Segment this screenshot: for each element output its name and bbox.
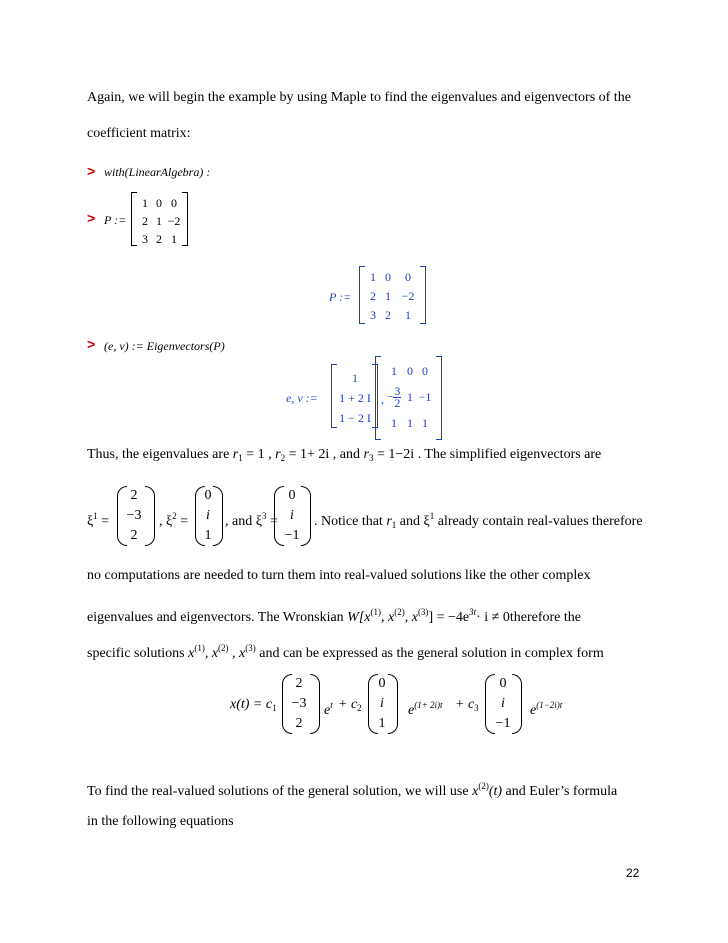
matrix-cell: 2 <box>156 232 162 246</box>
eigenvector-matrix <box>386 360 436 434</box>
r2-subscript: 2 <box>280 453 286 463</box>
eigen-prefix: Thus, the eigenvalues are <box>87 447 230 462</box>
matrix-cell: 0 <box>422 363 428 378</box>
matrix-bracket-right <box>420 266 426 324</box>
matrix-cell: 0 <box>385 270 391 284</box>
matrix-cell: −2 <box>167 214 181 228</box>
matrix-cell: 1 <box>171 232 177 246</box>
matrix-cell: 3 <box>370 308 376 322</box>
vector-cell: 1 − 2 I <box>339 411 371 425</box>
intro-line-1: Again, we will begin the example by using Maple to find the eigenvalues and eigenvectors of the <box>87 90 631 105</box>
general-c3: + $c_3$ <box>455 697 479 713</box>
r2-symbol: r <box>275 447 281 462</box>
r3-value: = 1−2i . <box>376 447 422 462</box>
paren-right <box>145 486 155 546</box>
eigen-suffix: The simplified eigenvectors are <box>424 447 602 462</box>
matrix-cell: 2 <box>142 214 148 228</box>
matrix-bracket-left <box>131 192 137 246</box>
xi1-vector: 2 −3 2 <box>126 488 142 543</box>
matrix-cell: 1 <box>407 415 413 430</box>
matrix-cell: 1 <box>142 196 148 210</box>
matrix-cell: 3 <box>142 232 148 246</box>
matrix-cell: 1 <box>156 214 162 228</box>
maple-prompt: > <box>87 210 96 226</box>
maple-prompt: > <box>87 163 96 179</box>
paren-right <box>512 674 522 734</box>
matrix-bracket-right <box>436 356 442 440</box>
matrix-cell: 2 <box>385 308 391 322</box>
fraction-denominator: 2 <box>394 395 401 410</box>
para2-line-3: specific solutions $x^{(1)}$, $x^{(2)}$ , $x^{(3)}$ and can be expressed as the general solution in complex form <box>87 643 604 661</box>
general-v2: 0 i 1 <box>378 676 386 731</box>
xi3-label: , and $\xi^3$ = <box>225 511 278 529</box>
general-e2: $e^{(1+ 2i)t}$ <box>408 700 443 718</box>
matrix-bracket-right <box>182 192 188 246</box>
matrix-cell: 0 <box>405 270 411 284</box>
maple-cmd-p-label: P := <box>104 213 127 227</box>
general-solution <box>230 674 670 734</box>
eigenvectors-line <box>87 486 647 546</box>
matrix-bracket-left <box>359 266 365 324</box>
general-c2: + $c_2$ <box>338 697 362 713</box>
paren-right <box>213 486 223 546</box>
maple-cmd-with: with(LinearAlgebra) : <box>104 165 211 179</box>
matrix-bracket-left <box>375 356 381 440</box>
matrix-cell: 2 <box>370 289 376 303</box>
matrix-cell: 0 <box>407 363 413 378</box>
xi2-vector: 0 i 1 <box>204 488 212 543</box>
r1-subscript: 1 <box>238 453 243 463</box>
vector-cell: 1 + 2 I <box>339 391 371 405</box>
r3-symbol: r <box>363 447 369 462</box>
page-number: 22 <box>626 866 640 880</box>
maple-output-p-label: P := <box>329 290 352 304</box>
output-comma: , <box>381 392 384 406</box>
general-lhs: $x(t) = c_1$ <box>230 697 277 713</box>
general-e3: $e^{(1-2i)t}$ <box>530 700 563 718</box>
maple-output-matrix <box>366 270 420 323</box>
r3-subscript: 3 <box>368 453 374 463</box>
para2-line-1: no computations are needed to turn them into real-valued solutions like the other complex <box>87 568 591 583</box>
para2-line-2: eigenvalues and eigenvectors. The Wronskian $W[x^{(1)}$, $x^{(2)}$, $x^{(3)}] = -4e^{3t}\cdot i$ ≠ 0therefore the <box>87 607 581 625</box>
general-e1: $e^t$ <box>324 700 333 718</box>
matrix-cell: 1 <box>391 363 397 378</box>
matrix-cell: −2 <box>401 289 415 303</box>
minus-sign: − <box>386 388 394 403</box>
matrix-cell: 1 <box>385 289 391 303</box>
paren-right <box>388 674 398 734</box>
matrix-cell: 1 <box>422 415 428 430</box>
notice-text: . Notice that $r_1$ and $\xi^1$ already contain real-values therefore <box>314 511 643 530</box>
matrix-cell: −1 <box>418 389 432 404</box>
maple-cmd-eigenvectors: (e, v) := Eigenvectors(P) <box>104 339 225 353</box>
paren-right <box>301 486 311 546</box>
xi1-label: $\xi^1$ = <box>87 511 110 529</box>
matrix-cell: 1 <box>370 270 376 284</box>
intro-line-2: coefficient matrix: <box>87 126 191 141</box>
closing-line-2: in the following equations <box>87 814 234 829</box>
vector-cell: 1 <box>352 371 358 385</box>
matrix-cell-fraction <box>386 383 402 410</box>
eigenvalue-vector <box>335 371 375 426</box>
r1-value: = 1 , <box>246 447 272 462</box>
eigenvalues-line <box>87 446 601 467</box>
wronskian: W[x <box>347 610 371 625</box>
matrix-cell: 1 <box>407 389 413 404</box>
fraction <box>393 383 401 410</box>
xi3-vector: 0 i −1 <box>284 488 300 543</box>
maple-input-matrix <box>138 196 182 247</box>
matrix-cell: 0 <box>156 196 162 210</box>
fraction-numerator: 3 <box>394 383 401 398</box>
maple-output-ev-label: e, v := <box>286 391 318 405</box>
matrix-cell: 0 <box>171 196 177 210</box>
general-v1: 2 −3 2 <box>291 676 307 731</box>
xi2-label: , $\xi^2$ = <box>159 511 189 529</box>
paren-right <box>310 674 320 734</box>
matrix-cell: 1 <box>391 415 397 430</box>
matrix-cell: 1 <box>405 308 411 322</box>
general-v3: 0 i −1 <box>495 676 511 731</box>
maple-prompt: > <box>87 336 96 352</box>
r2-value: = 1+ 2i , and <box>288 447 360 462</box>
r1-symbol: r <box>232 447 239 462</box>
closing-line-1: To find the real-valued solutions of the general solution, we will use $x^{(2)}(t)$ and Euler’s formula <box>87 781 618 799</box>
